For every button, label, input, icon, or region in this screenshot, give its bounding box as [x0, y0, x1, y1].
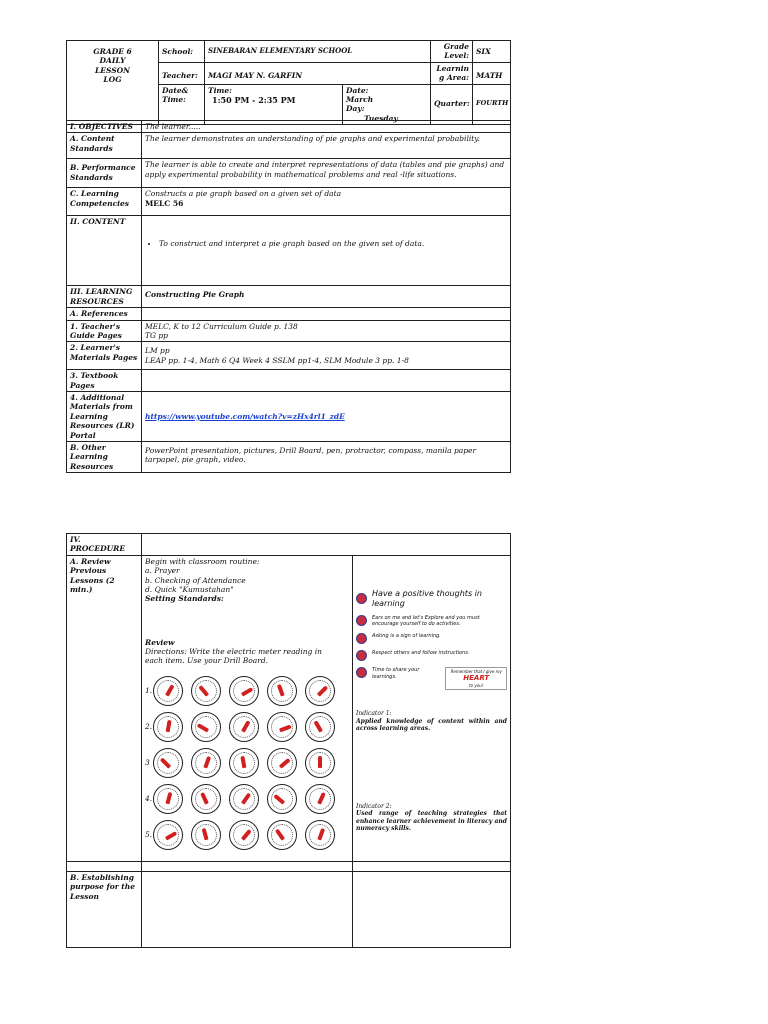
meter-dial-icon: [267, 820, 297, 850]
learners-line: LM pp: [145, 346, 170, 356]
grade-level-value: SIX: [473, 41, 511, 63]
quarter-value: FOURTH: [473, 84, 511, 125]
meter-needle: [160, 757, 171, 768]
panel-heading: Have a positive thoughts in learning: [372, 588, 482, 608]
day-value: Tuesday: [364, 113, 398, 123]
indicator1-heading: Indicator 1:: [356, 710, 392, 717]
meter-needle: [203, 756, 211, 769]
standard-text: Respect others and follow instructions.: [372, 650, 470, 657]
learners-materials-label: 2. Learner's Materials Pages: [67, 342, 142, 370]
teacher-label: Teacher:: [159, 62, 205, 84]
textbook-empty: [142, 370, 511, 392]
meter-dial-icon: [305, 712, 335, 742]
procedure-label: IV. PROCEDURE: [67, 534, 142, 556]
datetime-label: Date& Time:: [159, 84, 205, 125]
heart-big-text: HEART: [463, 674, 490, 683]
setting-standards: Setting Standards:: [145, 594, 224, 604]
meter-dial-icon: [229, 784, 259, 814]
bullet-icon: [356, 615, 367, 626]
time-cell: [205, 84, 343, 125]
date-value: March: [346, 94, 374, 104]
meter-dial-icon: [229, 820, 259, 850]
learners-materials-cell: [142, 342, 511, 370]
meter-dial-icon: [267, 676, 297, 706]
meter-needle: [200, 792, 209, 805]
additional-materials-cell: [142, 392, 511, 442]
meter-number: 2.: [145, 722, 153, 732]
meter-number: 1.: [145, 686, 153, 696]
meter-needle: [165, 792, 172, 805]
electric-meter-exercise: [145, 676, 349, 850]
learning-area-label: Learnin g Area:: [431, 62, 473, 84]
meter-needle: [240, 756, 246, 769]
school-value: SINEBARAN ELEMENTARY SCHOOL: [205, 41, 431, 63]
meter-needle: [166, 720, 172, 733]
meter-dial-icon: [267, 748, 297, 778]
learners-line: LEAP pp. 1-4, Math 6 Q4 Week 4 SSLM pp1-4, SLM Module 3 pp. 1-8: [145, 355, 409, 365]
title-line: DAILY: [99, 56, 126, 66]
meter-needle: [241, 829, 252, 841]
title-line: LESSON: [94, 65, 131, 75]
meter-needle: [313, 720, 322, 732]
procedure-table: [66, 533, 511, 948]
spacer-cell: [353, 861, 511, 871]
meter-needle: [241, 792, 251, 804]
competencies-cell: [142, 188, 511, 216]
competencies-label: C. Learning Competencies: [67, 188, 142, 216]
lr-portal-link[interactable]: https://www.youtube.com/watch?v=zHx4rl1_zdE: [145, 411, 345, 421]
indicator1-text: Applied knowledge of content within and across learning areas.: [356, 717, 507, 732]
competencies-text: Constructs a pie graph based on a given set of data: [145, 189, 342, 199]
lesson-plan-table: [66, 120, 511, 473]
teachers-guide-line: TG pp: [145, 330, 168, 340]
meter-needle: [202, 828, 209, 841]
meter-dial-icon: [305, 820, 335, 850]
meter-needle: [317, 792, 326, 805]
content-cell: [142, 216, 511, 286]
teacher-value: MAGI MAY N. GARFIN: [205, 62, 431, 84]
other-resources-label: B. Other Learning Resources: [67, 441, 142, 472]
meter-row: [145, 820, 349, 850]
standard-text: Asking is a sign of learning.: [372, 633, 441, 640]
meter-needle: [241, 720, 250, 732]
meter-number: 5.: [145, 830, 153, 840]
meter-dial-icon: [191, 676, 221, 706]
indicator2-heading: Indicator 2:: [356, 802, 392, 810]
heart-tail-text: to you!: [469, 683, 484, 688]
title-line: LOG: [103, 75, 122, 85]
routine-item: a. Prayer: [145, 566, 180, 576]
content-list: [145, 239, 507, 248]
meter-needle: [279, 758, 291, 769]
indicator2-text: Used range of teaching strategies that enhance learner achievement in literacy and numeracy skills.: [356, 810, 507, 832]
title-line: GRADE 6: [93, 47, 132, 56]
review-cell: [142, 555, 353, 861]
meter-needle: [279, 724, 292, 732]
other-resources-text: PowerPoint presentation, pictures, Drill Board, pen, protractor, compass, manila paper tarpapel, pie graph, video.: [142, 441, 511, 472]
meter-dial-icon: [153, 748, 183, 778]
spacer-cell: [142, 861, 353, 871]
meter-dial-icon: [153, 712, 183, 742]
performance-standards-text: The learner is able to create and interpret representations of data (tables and pie graphs) and apply experimental probability in mathematical problems and real -life situations.: [142, 159, 511, 188]
meter-needle: [277, 684, 285, 697]
meter-dial-icon: [153, 820, 183, 850]
procedure-header-empty: [142, 534, 511, 556]
resources-topic: Constructing Pie Graph: [142, 286, 511, 308]
routine-item: d. Quick "Kumustahan": [145, 584, 234, 594]
meter-dial-icon: [305, 748, 335, 778]
meter-needle: [317, 685, 328, 696]
establishing-purpose-notes: [353, 871, 511, 947]
content-standards-label: A. Content Standards: [67, 133, 142, 159]
meter-needle: [197, 723, 209, 732]
meter-dial-icon: [305, 676, 335, 706]
meter-needle: [241, 687, 253, 696]
meter-row: [145, 748, 349, 778]
review-directions: Directions: Write the electric meter reading in each item. Use your Drill Board.: [145, 647, 322, 666]
references-label: A. References: [67, 308, 142, 320]
content-objective: • To construct and interpret a pie graph based on the given set of data.: [159, 239, 507, 248]
meter-needle: [318, 756, 322, 768]
heart-reminder: [445, 667, 507, 690]
teachers-guide-line: MELC, K to 12 Curriculum Guide p. 138: [145, 321, 298, 331]
meter-row: [145, 784, 349, 814]
meter-dial-icon: [191, 748, 221, 778]
review-label: A. Review Previous Lessons (2 min.): [67, 555, 142, 861]
standard-item: [356, 650, 507, 661]
standard-item: [356, 615, 507, 628]
standard-text: Time to share your learnings.: [372, 667, 420, 680]
meter-needle: [273, 794, 285, 805]
establishing-purpose-label: B. Establishing purpose for the Lesson: [67, 871, 142, 947]
date-cell: [343, 84, 431, 125]
bullet-icon: [356, 667, 367, 678]
meter-dial-icon: [153, 784, 183, 814]
objectives-label: I. OBJECTIVES: [67, 121, 142, 133]
teachers-guide-cell: [142, 320, 511, 342]
school-label: School:: [159, 41, 205, 63]
meter-needle: [198, 685, 209, 697]
meter-number: 3: [145, 758, 150, 768]
time-value: 1:50 PM - 2:35 PM: [212, 94, 296, 105]
references-empty: [142, 308, 511, 320]
establishing-purpose-body: [142, 871, 353, 947]
meter-needle: [317, 828, 325, 841]
resources-label: III. LEARNING RESOURCES: [67, 286, 142, 308]
bullet-icon: [356, 650, 367, 661]
heart-small-text: Remember that I give my: [450, 669, 502, 675]
grade-level-label: Grade Level:: [431, 41, 473, 63]
meter-dial-icon: [229, 712, 259, 742]
standard-item: [356, 633, 507, 644]
bullet-icon: [356, 593, 367, 604]
meter-row: [145, 712, 349, 742]
routine-item: b. Checking of Attendance: [145, 575, 246, 585]
meter-dial-icon: [191, 712, 221, 742]
content-standards-text: The learner demonstrates an understanding of pie graphs and experimental probability.: [142, 133, 511, 159]
performance-standards-label: B. Performance Standards: [67, 159, 142, 188]
teachers-guide-label: 1. Teacher's Guide Pages: [67, 320, 142, 342]
additional-materials-label: 4. Additional Materials from Learning Resources (LR) Portal: [67, 392, 142, 442]
panel-heading-row: [356, 589, 507, 609]
review-heading: Review: [145, 637, 175, 647]
meter-needle: [165, 684, 174, 696]
meter-dial-icon: [191, 784, 221, 814]
date-label: Date:: [346, 85, 369, 95]
day-label: Day:: [346, 104, 365, 114]
bullet-icon: [356, 633, 367, 644]
melc-code: MELC 56: [145, 198, 184, 208]
objectives-intro: The learner.....: [142, 121, 511, 133]
quarter-label: Quarter:: [431, 84, 473, 125]
meter-dial-icon: [229, 676, 259, 706]
meter-needle: [165, 831, 177, 840]
meter-row: [145, 676, 349, 706]
routine-intro: Begin with classroom routine:: [145, 556, 260, 566]
meter-dial-icon: [267, 712, 297, 742]
standard-item: [356, 667, 507, 690]
meter-dial-icon: [305, 784, 335, 814]
header-table: [66, 40, 511, 125]
meter-dial-icon: [229, 748, 259, 778]
meter-dial-icon: [153, 676, 183, 706]
meter-dial-icon: [267, 784, 297, 814]
meter-dial-icon: [191, 820, 221, 850]
meter-needle: [275, 828, 285, 840]
time-label: Time:: [208, 85, 232, 95]
learning-area-value: MATH: [473, 62, 511, 84]
spacer-cell: [67, 861, 142, 871]
standard-text: Ears on me and let's Explore and you must encourage yourself to do activities.: [372, 614, 480, 627]
meter-number: 4.: [145, 794, 153, 804]
content-label: II. CONTENT: [67, 216, 142, 286]
textbook-label: 3. Textbook Pages: [67, 370, 142, 392]
standards-panel: [353, 555, 511, 861]
log-title: [67, 41, 159, 125]
